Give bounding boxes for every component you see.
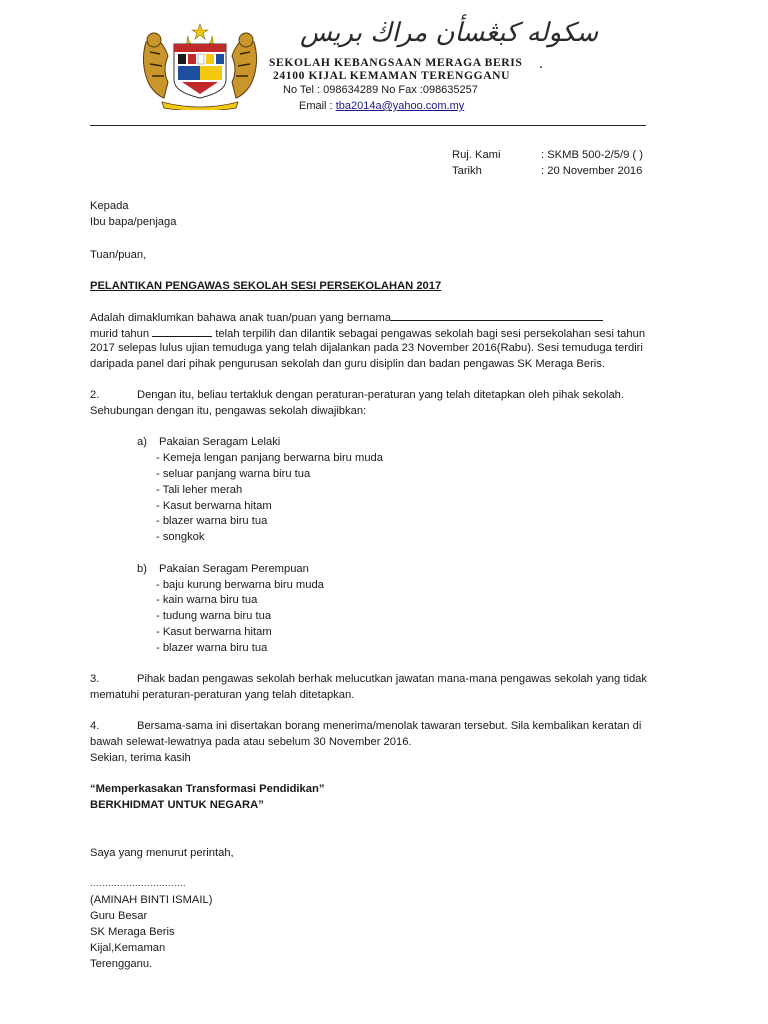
list-item: - tudung warna biru tua: [156, 610, 272, 622]
para3-number: 3.: [90, 673, 100, 685]
list-b-title: Pakaian Seragam Perempuan: [159, 563, 309, 575]
email-label: Email :: [299, 100, 333, 112]
list-item: - blazer warna biru tua: [156, 642, 268, 654]
school-name: SEKOLAH KEBANGSAAN MERAGA BERIS: [269, 56, 523, 69]
list-b-marker: b): [137, 563, 147, 575]
para2-number: 2.: [90, 389, 100, 401]
closing-text: Saya yang menurut perintah,: [90, 847, 234, 859]
subject-heading: PELANTIKAN PENGAWAS SEKOLAH SESI PERSEKOLAHAN 2017: [90, 280, 442, 292]
para1-line-4: daripada panel dari pihak pengurusan sekolah dan guru disiplin dan badan pengawas SK Meraga Beris.: [90, 358, 605, 370]
coat-of-arms-logo: [138, 22, 262, 110]
signature-line: ................................: [90, 878, 187, 888]
signatory-title: Guru Besar: [90, 910, 148, 922]
header-divider: [90, 125, 646, 126]
school-address: 24100 KIJAL KEMAMAN TERENGGANU: [273, 69, 511, 82]
list-item: - baju kurung berwarna biru muda: [156, 579, 324, 591]
para4-line-1: Bersama-sama ini disertakan borang menerima/menolak tawaran tersebut. Sila kembalikan keratan di: [137, 720, 642, 732]
para2-line-2: Sehubungan dengan itu, pengawas sekolah diwajibkan:: [90, 405, 367, 417]
school-name-jawi: سکوله کبڠسأن مراڬ بريس: [300, 18, 599, 48]
year-blank: [152, 326, 212, 337]
contact-numbers: No Tel : 098634289 No Fax :098635257: [283, 84, 478, 96]
para3-line-2: mematuhi peraturan-peraturan yang telah ditetapkan.: [90, 689, 355, 701]
para1-text-1: Adalah dimaklumkan bahawa anak tuan/puan yang bernama: [90, 312, 392, 324]
ref-value: : SKMB 500-2/5/9 ( ): [541, 149, 643, 161]
para4-number: 4.: [90, 720, 100, 732]
para1-line-1: [90, 310, 603, 327]
para1-text-2b: telah terpilih dan dilantik sebagai pengawas sekolah bagi sesi persekolahan sesi tahun: [215, 328, 646, 340]
email-link[interactable]: tba2014a@yahoo.com.my: [335, 100, 465, 112]
list-item: - kain warna biru tua: [156, 594, 258, 606]
list-item: - Kemeja lengan panjang berwarna biru muda: [156, 452, 384, 464]
date-label: Tarikh: [452, 165, 482, 177]
list-item: - Kasut berwarna hitam: [156, 500, 272, 512]
para3-line-1: Pihak badan pengawas sekolah berhak melucutkan jawatan mana-mana pengawas sekolah yang tidak: [137, 673, 647, 685]
para2-line-1: Dengan itu, beliau tertakluk dengan peraturan-peraturan yang telah ditetapkan oleh pihak sekolah.: [137, 389, 624, 401]
para4-line-3: Sekian, terima kasih: [90, 752, 191, 764]
signatory-school: SK Meraga Beris: [90, 926, 175, 938]
recipient-line-2: Ibu bapa/penjaga: [90, 216, 177, 228]
email-line: [299, 99, 464, 115]
motto-line-2: BERKHIDMAT UNTUK NEGARA”: [90, 799, 264, 811]
salutation: Tuan/puan,: [90, 249, 147, 261]
motto-line-1: “Memperkasakan Transformasi Pendidikan”: [90, 783, 325, 795]
recipient-line-1: Kepada: [90, 200, 129, 212]
date-value: : 20 November 2016: [541, 165, 643, 177]
list-item: - blazer warna biru tua: [156, 515, 268, 527]
para1-line-3: 2017 selepas lulus ujian temuduga yang telah dijalankan pada 23 November 2016(Rabu). Sesi temuduga terdiri: [90, 342, 643, 354]
signatory-place: Kijal,Kemaman: [90, 942, 166, 954]
para1-text-2a: murid tahun: [90, 328, 150, 340]
list-a-marker: a): [137, 436, 147, 448]
signatory-name: (AMINAH BINTI ISMAIL): [90, 894, 213, 906]
signatory-state: Terengganu.: [90, 958, 153, 970]
student-name-blank: [391, 310, 603, 321]
list-item: - Kasut berwarna hitam: [156, 626, 272, 638]
decorative-dot: [540, 66, 542, 68]
list-a-title: Pakaian Seragam Lelaki: [159, 436, 281, 448]
list-item: - songkok: [156, 531, 205, 543]
para4-line-2: bawah selewat-lewatnya pada atau sebelum 30 November 2016.: [90, 736, 412, 748]
list-item: - seluar panjang warna biru tua: [156, 468, 311, 480]
list-item: - Tali leher merah: [156, 484, 243, 496]
ref-label: Ruj. Kami: [452, 149, 501, 161]
